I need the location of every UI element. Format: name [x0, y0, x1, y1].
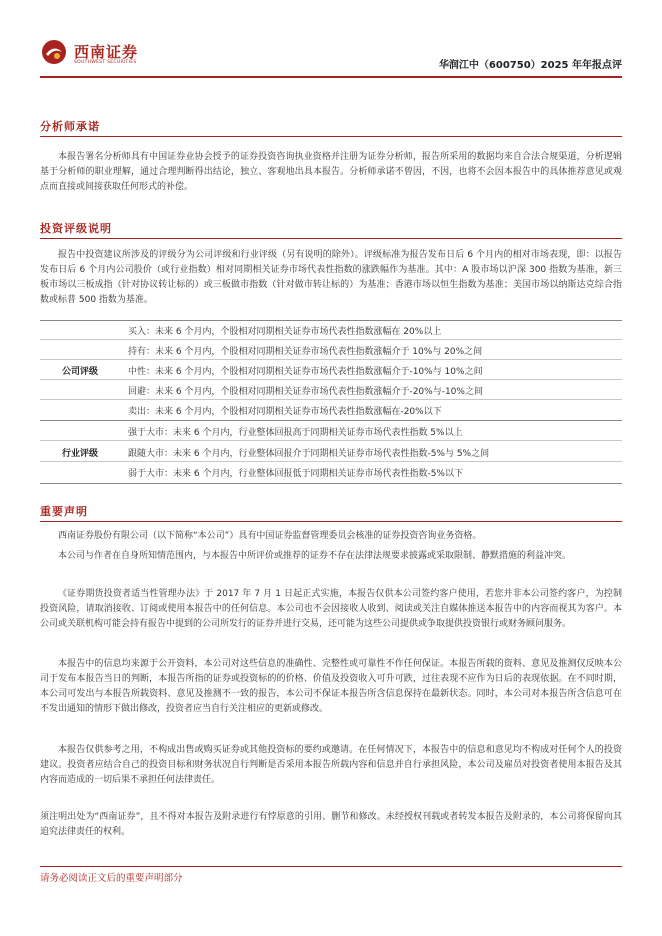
- section-divider-disclaimer: [40, 521, 622, 522]
- logo-text-en: SOUTHWEST SECURITIES: [74, 60, 137, 65]
- header-divider: [40, 76, 622, 78]
- section-divider-analyst: [40, 136, 622, 137]
- table-divider: [40, 320, 622, 321]
- rating-paragraph: 报告中投资建议所涉及的评级分为公司评级和行业评级（另有说明的除外）。评级标准为报告发布日后 6 个月内的相对市场表现，即：以报告发布日后 6 个月内公司股价（或行业指数）相对同期相关证券市场代表性指数的涨跌幅作为基准。其中：A 股市场以沪深 300 指数为基准，新三板市场以三板成指（针对协议转让标的）或三板做市指数（针对做市转让标的）为基准；香港市场以恒生指数为基准；美国市场以纳斯达克综合指数或标普 500 指数为基准。: [40, 250, 622, 305]
- table-divider: [40, 379, 622, 380]
- industry-rating-row: 跟随大市：未来 6 个月内，行业整体回报介于同期相关证券市场代表性指数-5%与 5%之间: [128, 449, 490, 459]
- industry-rating-row: 强于大市：未来 6 个月内，行业整体回报高于同期相关证券市场代表性指数 5%以上: [128, 428, 463, 438]
- company-rating-label: 公司评级: [61, 367, 98, 377]
- table-divider: [40, 420, 622, 421]
- table-divider: [40, 483, 622, 484]
- logo-mark-icon: [40, 38, 68, 66]
- section-title-analyst: 分析师承诺: [40, 120, 100, 133]
- section-divider-rating: [40, 238, 622, 239]
- company-rating-row: 买入：未来 6 个月内，个股相对同期相关证券市场代表性指数涨幅在 20%以上: [128, 327, 442, 337]
- disclaimer-paragraph: 本公司与作者在自身所知情范围内，与本报告中所评价或推荐的证券不存在法律法规要求披露或采取限制、静默措施的利益冲突。: [58, 551, 572, 561]
- industry-rating-row: 弱于大市：未来 6 个月内，行业整体回报低于同期相关证券市场代表性指数-5%以下: [128, 469, 463, 479]
- company-rating-row: 持有：未来 6 个月内，个股相对同期相关证券市场代表性指数涨幅介于 10%与 20%之间: [128, 347, 483, 357]
- table-divider: [40, 440, 622, 441]
- table-divider: [40, 461, 622, 462]
- page-header: [40, 34, 622, 74]
- report-title: 华润江中（600750）2025 年年报点评: [438, 60, 622, 71]
- industry-rating-label: 行业评级: [61, 449, 98, 459]
- logo-text-cn: 西南证券: [74, 43, 139, 61]
- disclaimer-paragraph: 本报告仅供参考之用，不构成出售或购买证券或其他投资标的要约或邀请。在任何情况下，本报告中的信息和意见均不构成对任何个人的投资建议。投资者应结合自己的投资目标和财务状况自行判断是否采用本报告所载内容和信息并自行承担风险，本公司及雇员对投资者使用本报告及其内容而造成的一切后果不承担任何法律责任。: [40, 745, 622, 785]
- disclaimer-paragraph: 本报告中的信息均来源于公开资料，本公司对这些信息的准确性、完整性或可靠性不作任何保证。本报告所载的资料、意见及推测仅反映本公司于发布本报告当日的判断，本报告所指的证券或投资标的的价格、价值及投资收入可升可跌，过往表现不应作为日后的表现依据。在不同时期，本公司可发出与本报告所载资料、意见及推测不一致的报告，本公司不保证本报告所含信息保持在最新状态。同时，本公司对本报告所含信息可在不发出通知的情形下做出修改，投资者应当自行关注相应的更新或修改。: [40, 659, 622, 714]
- company-rating-row: 中性：未来 6 个月内，个股相对同期相关证券市场代表性指数涨幅介于-10%与 10%之间: [128, 367, 483, 377]
- disclaimer-paragraph: 西南证券股份有限公司（以下简称“本公司”）具有中国证券监督管理委员会核准的证券投资咨询业务资格。: [58, 531, 482, 541]
- section-title-disclaimer: 重要声明: [40, 505, 88, 518]
- table-divider: [40, 399, 622, 400]
- disclaimer-paragraph: 《证券期货投资者适当性管理办法》于 2017 年 7 月 1 日起正式实施，本报告仅供本公司签约客户使用，若您并非本公司签约客户，为控制投资风险，请取消接收、订阅或使用本报告中的任何信息。本公司也不会因接收人收到、阅读或关注自媒体推送本报告中的内容而视其为客户。本公司或关联机构可能会持有报告中提到的公司所发行的证券并进行交易，还可能为这些公司提供或争取提供投资银行或财务顾问服务。: [40, 589, 622, 629]
- footer-divider: [40, 866, 622, 867]
- footer-notice: 请务必阅读正文后的重要声明部分: [40, 873, 183, 884]
- table-divider: [40, 339, 622, 340]
- analyst-paragraph: 本报告署名分析师具有中国证券业协会授予的证券投资咨询执业资格并注册为证券分析师，报告所采用的数据均来自合法合规渠道，分析逻辑基于分析师的职业理解，通过合理判断得出结论，独立、客观地出具本报告。分析师承诺不曾因，不因，也将不会因本报告中的具体推荐意见或观点而直接或间接获取任何形式的补偿。: [40, 152, 622, 192]
- company-rating-row: 回避：未来 6 个月内，个股相对同期相关证券市场代表性指数涨幅介于-20%与-10%之间: [128, 387, 483, 397]
- section-title-rating: 投资评级说明: [40, 222, 112, 235]
- table-divider: [40, 359, 622, 360]
- company-logo: [40, 38, 180, 70]
- disclaimer-closing: 须注明出处为“西南证券”，且不得对本报告及附录进行有悖原意的引用、删节和修改。未经授权刊载或者转发本报告及附录的，本公司将保留向其追究法律责任的权利。: [40, 812, 622, 837]
- company-rating-row: 卖出：未来 6 个月内，个股相对同期相关证券市场代表性指数涨幅在-20%以下: [128, 407, 442, 417]
